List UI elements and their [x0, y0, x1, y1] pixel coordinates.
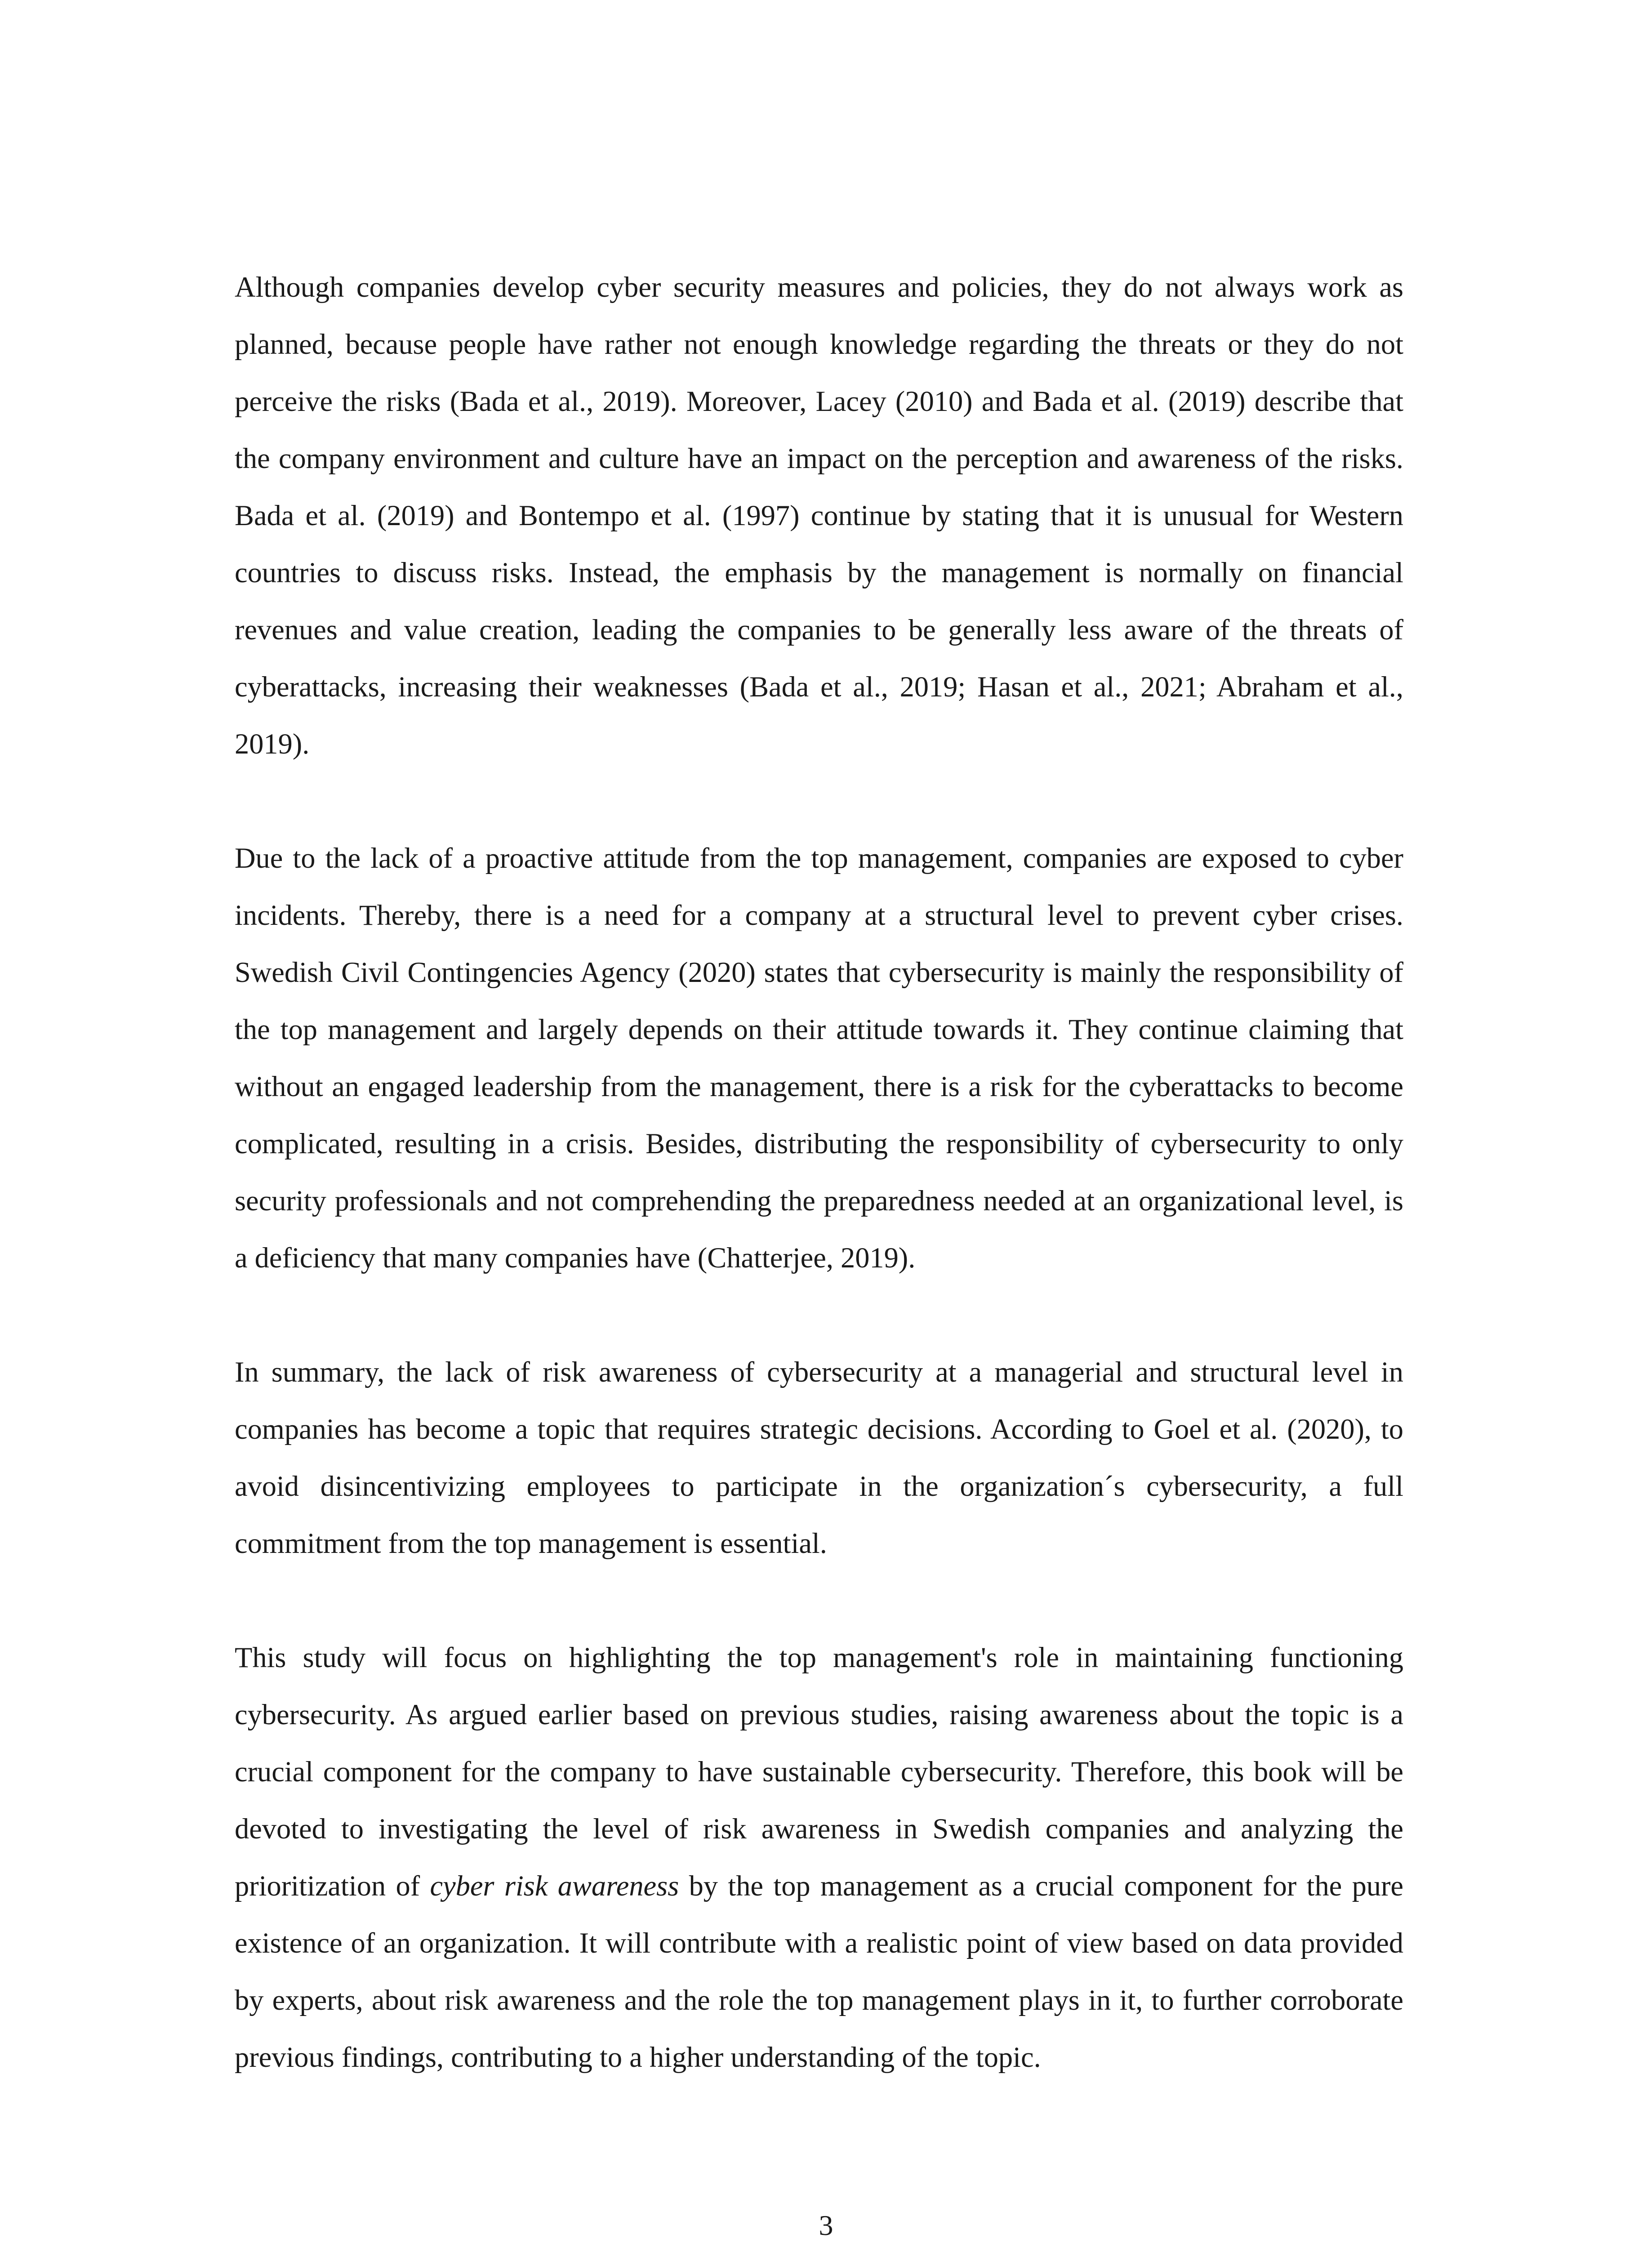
body-text [235, 259, 1403, 2086]
paragraph-4-text-start: This study will focus on highlighting the top management's role in maintaining functioning cybersecurity. As argued earlier based on previous studies, raising awareness about the topic is a crucial component for the company to have sustainable cybersecurity. Therefore, this book will be devoted to investigating the level of risk awareness in Swedish companies and analyzing the prioritization of [235, 1641, 1403, 1902]
paragraph-4 [235, 1629, 1403, 2086]
paragraph-4-emphasis: cyber risk awareness [430, 1870, 679, 1902]
paragraph-3 [235, 1343, 1403, 1572]
paragraph-3-text: In summary, the lack of risk awareness of cybersecurity at a managerial and structural level in companies has become a topic that requires strategic decisions. According to Goel et al. (2020), to avoid disincentivizing employees to participate in the organization´s cybersecurity, a full commitment from the top management is essential. [235, 1356, 1403, 1559]
paragraph-1-text: Although companies develop cyber security measures and policies, they do not always work as planned, because people have rather not enough knowledge regarding the threats or they do not perceive the risks (Bada et al., 2019). Moreover, Lacey (2010) and Bada et al. (2019) describe that the company environment and culture have an impact on the perception and awareness of the risks. Bada et al. (2019) and Bontempo et al. (1997) continue by stating that it is unusual for Western countries to discuss risks. Instead, the emphasis by the management is normally on financial revenues and value creation, leading the companies to be generally less aware of the threats of cyberattacks, increasing their weaknesses (Bada et al., 2019; Hasan et al., 2021; Abraham et al., 2019). [235, 271, 1403, 760]
paragraph-1 [235, 259, 1403, 772]
paragraph-2-text: Due to the lack of a proactive attitude from the top management, companies are exposed to cyber incidents. Thereby, there is a need for a company at a structural level to prevent cyber crises. Swedish Civil Contingencies Agency (2020) states that cybersecurity is mainly the responsibility of the top management and largely depends on their attitude towards it. They continue claiming that without an engaged leadership from the management, there is a risk for the cyberattacks to become complicated, resulting in a crisis. Besides, distributing the responsibility of cybersecurity to only security professionals and not comprehending the preparedness needed at an organizational level, is a deficiency that many companies have (Chatterjee, 2019). [235, 842, 1403, 1274]
page-number: 3 [819, 2209, 833, 2241]
paragraph-4-text-end: by the top management as a crucial component for the pure existence of an organization. It will contribute with a realistic point of view based on data provided by experts, about risk awareness and the role the top management plays in it, to further corroborate previous findings, contributing to a higher understanding of the topic. [235, 1870, 1403, 2073]
paragraph-2 [235, 830, 1403, 1286]
